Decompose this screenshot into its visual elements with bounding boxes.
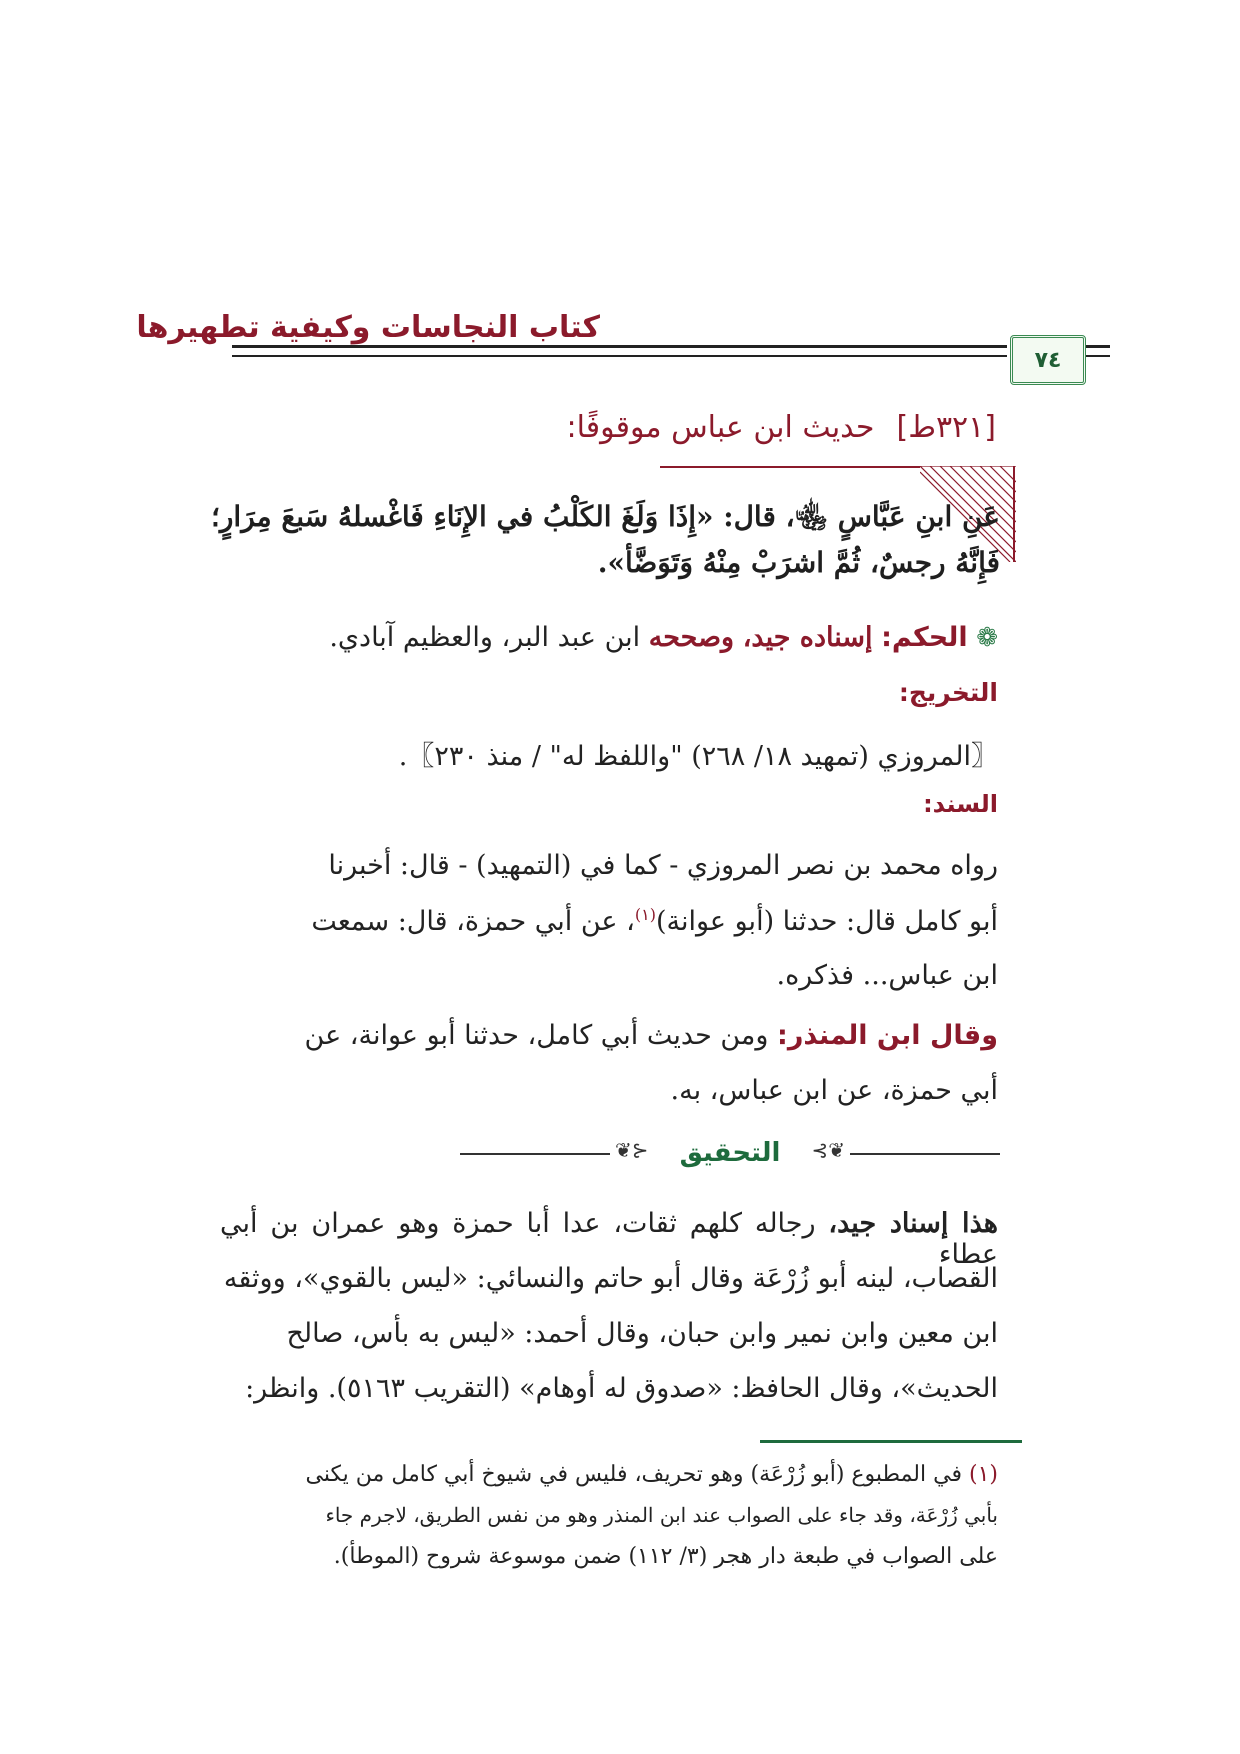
sanad-p2-line2: أبي حمزة، عن ابن عباس، به. — [670, 1075, 998, 1106]
hadith-frame-line — [660, 466, 920, 468]
sanad-p2-line1-text: ومن حديث أبي كامل، حدثنا أبو عوانة، عن — [304, 1020, 769, 1051]
sanad-p1-line3: ابن عباس... فذكره. — [776, 960, 998, 991]
ornament-right-icon: ❦⊱ — [811, 1138, 845, 1162]
page-number-badge: ٧٤ — [1010, 335, 1086, 385]
takhrij-heading: التخريج: — [898, 678, 998, 707]
footnote-line3: على الصواب في طبعة دار هجر (٣/ ١١٢) ضمن موسوعة شروح (الموطأ). — [333, 1544, 998, 1569]
tahqiq-line2: القصاب، لينه أبو زُرْعَة وقال أبو حاتم والنسائي: «ليس بالقوي»، ووثقه — [223, 1263, 998, 1294]
ruling-line — [329, 622, 998, 653]
footnote-line1-text: في المطبوع (أبو زُرْعَة) وهو تحريف، فليس في شيوخ أبي كامل من يكنى — [305, 1462, 962, 1487]
sanad-p1-line2 — [220, 905, 998, 937]
hadith-text-line-2: فَإِنَّهُ رجسٌ، ثُمَّ اشرَبْ مِنْهُ وَتَوَضَّأ». — [597, 546, 1000, 579]
section-heading — [567, 410, 996, 445]
section-number: [٣٢١ط] — [896, 410, 996, 445]
sanad-p1-line2-rest: ، عن أبي حمزة، قال: سمعت — [311, 906, 635, 937]
header-rule-bottom — [232, 355, 1007, 357]
footnote-line1 — [220, 1462, 998, 1487]
tahqiq-line4: الحديث»، وقال الحافظ: «صدوق له أوهام» (التقريب ٥١٦٣). وانظر: — [245, 1373, 998, 1404]
tahqiq-line1 — [220, 1208, 998, 1270]
takhrij-text: 〖المروزي (تمهيد ١٨/ ٢٦٨) "واللفظ له" / منذ ٢٣٠〗. — [398, 741, 998, 772]
sanad-heading: السند: — [923, 790, 998, 818]
tahqiq-bold-start: هذا إسناد جيد، — [828, 1208, 998, 1239]
header-rule-right-bottom — [1082, 355, 1110, 357]
flower-icon: ❁ — [976, 623, 998, 653]
book-title: كتاب النجاسات وكيفية تطهيرها — [136, 310, 600, 345]
header-rule-right-top — [1082, 345, 1110, 348]
ruling-label: الحكم: — [881, 622, 968, 653]
tahqiq-divider — [460, 1138, 1000, 1168]
tahqiq-line1-text: رجاله كلهم ثقات، عدا أبا حمزة وهو عمران بن أبي عطاء — [220, 1208, 998, 1270]
section-title: حديث ابن عباس موقوفًا: — [566, 410, 875, 445]
ornament-left-icon: ⊰❦ — [615, 1138, 649, 1162]
sanad-p2-line1 — [220, 1020, 998, 1051]
sanad-p1-line1: رواه محمد بن نصر المروزي - كما في (التمهيد) - قال: أخبرنا — [328, 850, 998, 881]
footnote-ref: (١) — [634, 905, 656, 924]
sanad-p1-line2-text: أبو كامل قال: حدثنا (أبو عوانة) — [655, 906, 998, 937]
sanad-p2-label: وقال ابن المنذر: — [777, 1020, 998, 1051]
ruling-authenticated-label: وصححه — [648, 622, 735, 653]
tahqiq-line3: ابن معين وابن نمير وابن حبان، وقال أحمد: «ليس به بأس، صالح — [286, 1318, 998, 1349]
tahqiq-heading: التحقيق — [679, 1138, 781, 1168]
footnote-rule — [760, 1440, 1022, 1443]
footnote-marker: (١) — [968, 1462, 998, 1487]
footnote-line2: بأبي زُرْعَة، وقد جاء على الصواب عند ابن المنذر وهو من نفس الطريق، لاجرم جاء — [325, 1503, 998, 1527]
ruling-scholars: ابن عبد البر، والعظيم آبادي. — [329, 622, 641, 653]
ruling-grade: إسناده جيد، — [742, 622, 873, 653]
header-rule-top — [232, 345, 1007, 348]
hadith-text-line-1: عَنِ ابنِ عَبَّاسٍ ﵄، قال: «إِذَا وَلَغَ الكَلْبُ في الإِنَاءِ فَاغْسلهُ سَبعَ مِرَارٍ؛ — [211, 500, 1000, 533]
